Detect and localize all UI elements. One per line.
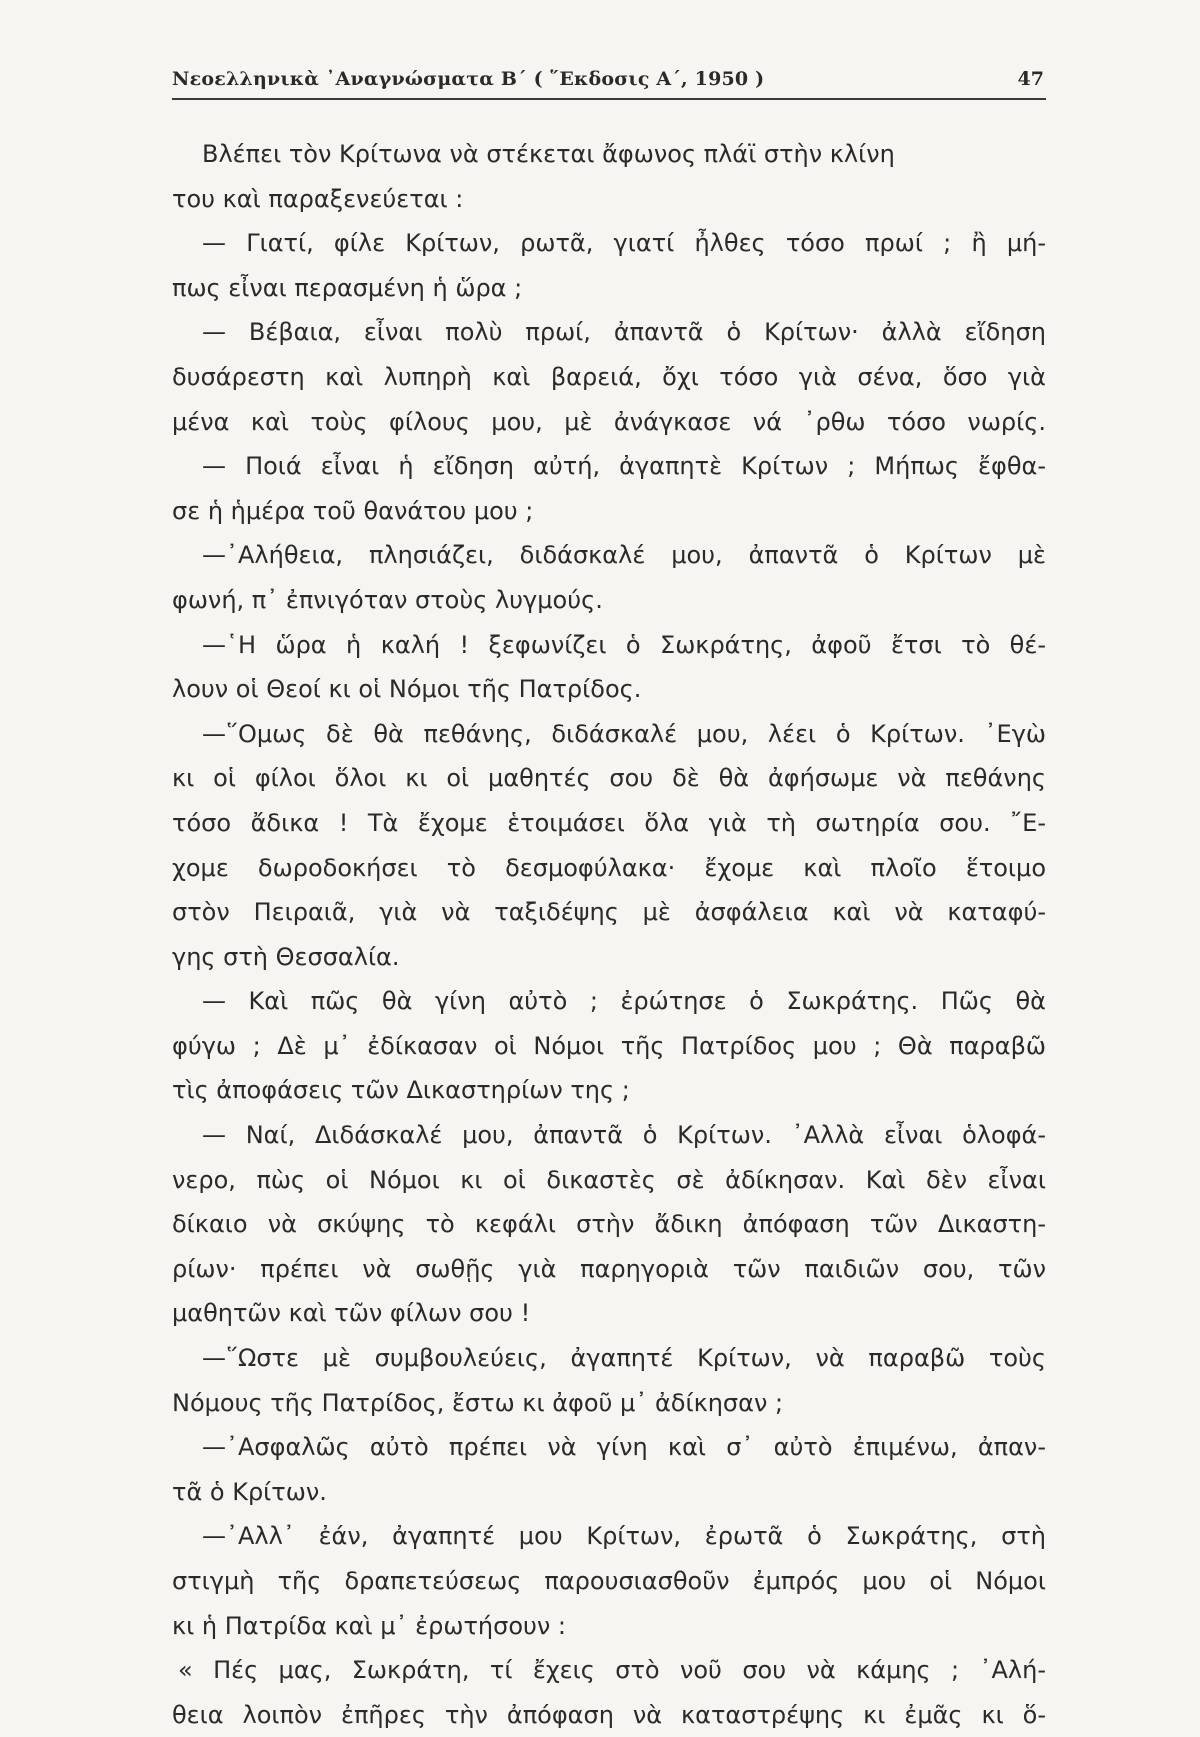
running-header: [172, 64, 1046, 100]
text-line: πως εἶναι περασμένη ἡ ὥρα ;: [172, 273, 523, 302]
text-line: τόσο ἄδικα ! Τὰ ἔχομε ἑτοιμάσει ὅλα γιὰ τὴ σωτηρία σου. ῎Ε-: [172, 808, 1046, 837]
text-line: φύγω ; Δὲ μ᾽ ἐδίκασαν οἱ Νόμοι τῆς Πατρίδος μου ; Θὰ παραβῶ: [172, 1031, 1046, 1060]
text-line: μένα καὶ τοὺς φίλους μου, μὲ ἀνάγκασε νά ᾽ρθω τόσο νωρίς.: [172, 407, 1046, 436]
text-line: ρίων· πρέπει νὰ σωθῇς γιὰ παρηγοριὰ τῶν παιδιῶν σου, τῶν: [172, 1254, 1046, 1283]
text-line: σε ἡ ἡμέρα τοῦ θανάτου μου ;: [172, 496, 534, 525]
page-number: 47: [1017, 68, 1044, 90]
text-line: κι οἱ φίλοι ὅλοι κι οἱ μαθητές σου δὲ θὰ ἀφήσωμε νὰ πεθάνης: [172, 764, 1046, 793]
text-line: χομε δωροδοκήσει τὸ δεσμοφύλακα· ἔχομε καὶ πλοῖο ἕτοιμο: [172, 853, 1046, 882]
text-line: του καὶ παραξενεύεται :: [172, 184, 464, 213]
text-line: φωνή, π᾽ ἐπνιγόταν στοὺς λυγμούς.: [172, 585, 603, 614]
text-line: κι ἡ Πατρίδα καὶ μ᾽ ἐρωτήσουν :: [172, 1611, 567, 1640]
text-line: « Πές μας, Σωκράτη, τί ἔχεις στὸ νοῦ σου νὰ κάμης ; ᾽Αλή-: [178, 1656, 1046, 1685]
text-line: γης στὴ Θεσσαλία.: [172, 942, 400, 971]
text-line: Νόμους τῆς Πατρίδος, ἔστω κι ἀφοῦ μ᾽ ἀδίκησαν ;: [172, 1388, 784, 1417]
text-line: — Ναί, Διδάσκαλέ μου, ἀπαντᾶ ὁ Κρίτων. ᾽Αλλὰ εἶναι ὁλοφά-: [202, 1121, 1046, 1150]
text-line: — Καὶ πῶς θὰ γίνη αὐτὸ ; ἐρώτησε ὁ Σωκράτης. Πῶς θὰ: [202, 987, 1046, 1016]
text-line: —᾽Αλλ᾽ ἐάν, ἀγαπητέ μου Κρίτων, ἐρωτᾶ ὁ Σωκράτης, στὴ: [202, 1522, 1046, 1551]
body-text: [172, 132, 1046, 1737]
text-line: θεια λοιπὸν ἐπῆρες τὴν ἀπόφαση νὰ καταστρέψης κι ἐμᾶς κι ὅ-: [172, 1700, 1046, 1729]
text-line: — Ποιά εἶναι ἡ εἴδηση αὐτή, ἀγαπητὲ Κρίτων ; Μήπως ἔφθα-: [202, 452, 1046, 481]
text-line: — Γιατί, φίλε Κρίτων, ρωτᾶ, γιατί ἦλθες τόσο πρωί ; ἢ μή-: [202, 229, 1046, 258]
text-line: τὶς ἀποφάσεις τῶν Δικαστηρίων της ;: [172, 1076, 630, 1105]
text-line: μαθητῶν καὶ τῶν φίλων σου !: [172, 1299, 531, 1328]
text-line: νερο, πὼς οἱ Νόμοι κι οἱ δικαστὲς σὲ ἀδίκησαν. Καὶ δὲν εἶναι: [172, 1165, 1046, 1194]
text-line: —῞Ομως δὲ θὰ πεθάνης, διδάσκαλέ μου, λέει ὁ Κρίτων. ᾽Εγὼ: [202, 719, 1046, 748]
text-line: στὸν Πειραιᾶ, γιὰ νὰ ταξιδέψης μὲ ἀσφάλεια καὶ νὰ καταφύ-: [172, 898, 1046, 927]
text-line: δίκαιο νὰ σκύψης τὸ κεφάλι στὴν ἄδικη ἀπόφαση τῶν Δικαστη-: [172, 1210, 1046, 1239]
text-line: Βλέπει τὸν Κρίτωνα νὰ στέκεται ἄφωνος πλάϊ στὴν κλίνη: [202, 140, 895, 168]
text-line: —῞Ωστε μὲ συμβουλεύεις, ἀγαπητέ Κρίτων, νὰ παραβῶ τοὺς: [202, 1344, 1046, 1373]
text-line: —᾽Ασφαλῶς αὐτὸ πρέπει νὰ γίνη καὶ σ᾽ αὐτὸ ἐπιμένω, ἀπαν-: [202, 1433, 1046, 1462]
header-title: Νεοελληνικὰ ᾽Αναγνώσματα Β΄ ( ῞Εκδοσις Α΄, 1950 ): [172, 68, 765, 90]
text-line: λουν οἱ Θεοί κι οἱ Νόμοι τῆς Πατρίδος.: [172, 675, 642, 704]
text-line: — Βέβαια, εἶναι πολὺ πρωί, ἀπαντᾶ ὁ Κρίτων· ἀλλὰ εἴδηση: [202, 318, 1046, 347]
text-line: —᾽Αλήθεια, πλησιάζει, διδάσκαλέ μου, ἀπαντᾶ ὁ Κρίτων μὲ: [202, 541, 1046, 570]
text-line: στιγμὴ τῆς δραπετεύσεως παρουσιασθοῦν ἐμπρός μου οἱ Νόμοι: [172, 1567, 1046, 1595]
text-line: τᾶ ὁ Κρίτων.: [172, 1477, 327, 1506]
text-line: δυσάρεστη καὶ λυπηρὴ καὶ βαρειά, ὄχι τόσο γιὰ σένα, ὅσο γιὰ: [172, 362, 1046, 391]
text-line: —῾Η ὥρα ἡ καλή ! ξεφωνίζει ὁ Σωκράτης, ἀφοῦ ἔτσι τὸ θέ-: [202, 630, 1046, 659]
